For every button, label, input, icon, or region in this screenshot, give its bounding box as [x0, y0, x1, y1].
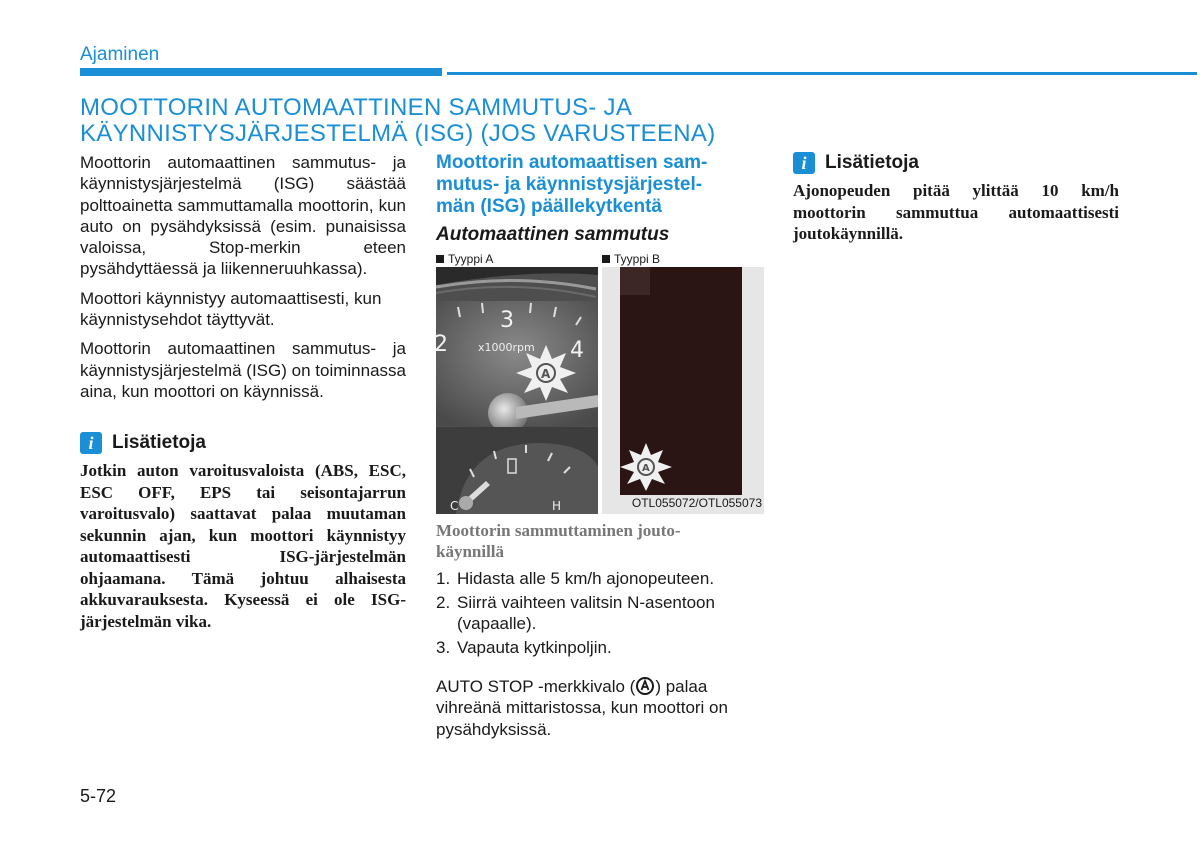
list-item: 3. Vapauta kytkinpoljin. [436, 637, 612, 657]
gauge-cold-label: C [450, 499, 459, 513]
auto-stop-paragraph: AUTO STOP -merkkivalo ( ) palaa vihreänä mittaristossa, kun moottori on pysähdyksissä. [436, 677, 728, 739]
info-note-right: Ajonopeuden pitää ylittää 10 km/h moottorin sammuttua automaattisesti joutokäynnillä. [793, 181, 1119, 243]
section-subheading [436, 152, 764, 218]
caption-line1: Moottorin sammuttaminen jouto- [436, 521, 681, 540]
restart-paragraph: Moottori käynnistyy automaattisesti, kun käynnistysehdot täyttyvät. [80, 288, 382, 330]
gauge-number-2: 2 [434, 332, 448, 357]
gauge-unit-label: x1000rpm [478, 341, 535, 354]
svg-text:A: A [541, 367, 551, 381]
info-title: Lisätietoja [112, 432, 206, 454]
column-right [793, 152, 1119, 245]
figure-label-a: Tyyppi A [448, 252, 494, 266]
subheading-line3: män (ISG) päällekytkentä [436, 196, 662, 217]
auto-stop-indicator-icon [635, 676, 655, 696]
column-left [80, 152, 406, 632]
auto-stop-heading: Automaattinen sammutus [436, 224, 670, 245]
header-rule-thin [447, 72, 1197, 75]
section-label: Ajaminen [80, 44, 160, 65]
figure-code: OTL055072/OTL055073 [631, 496, 762, 510]
info-heading [80, 432, 406, 454]
active-paragraph: Moottorin automaattinen sammutus- ja käynnistysjärjestelmä (ISG) on toiminnassa aina, kun moottori on käynnissä. [80, 339, 406, 401]
column-middle [436, 152, 764, 748]
gauge-illustration [436, 267, 598, 514]
info-note: Jotkin auton varoitusvaloista (ABS, ESC, ESC OFF, EPS tai seisontajarrun varoitusvalo) saattavat palaa muutaman sekunnin ajan, kun moottori käynnistyy automaattisesti ISG-järjestelmän ohjaamana. Tämä johtuu alhaisesta akkuvarauksesta. Kyseessä ei ole ISG-järjestelmän vika. [80, 461, 406, 631]
cluster-figure [436, 252, 764, 514]
page-title-line1: MOOTTORIN AUTOMAATTINEN SAMMUTUS- JA [80, 94, 633, 121]
steps-list [436, 568, 764, 658]
lcd-illustration [602, 267, 764, 514]
header-rule-thick [80, 68, 442, 76]
page-title [80, 95, 800, 147]
page-number: 5-72 [80, 786, 117, 806]
list-item: 2. Siirrä vaihteen valitsin N-asentoon (vapaalle). [436, 592, 715, 633]
figure-caption [436, 520, 764, 562]
info-icon: i [793, 152, 815, 174]
subheading-line2: mutus- ja käynnistysjärjestel- [436, 174, 703, 195]
svg-text:A: A [642, 463, 650, 474]
caption-line2: käynnillä [436, 542, 505, 561]
intro-paragraph: Moottorin automaattinen sammutus- ja käynnistysjärjestelmä (ISG) säästää polttoainetta sammuttamalla moottorin, kun auto on pysähdyksissä (esim. punaisissa valoissa, Stop-merkin eteen pysähdyttäessä ja liikenneruuhkassa). [80, 153, 406, 279]
figure-type-a [436, 252, 598, 514]
info-title-right: Lisätietoja [825, 152, 919, 173]
info-icon: i [80, 432, 102, 454]
list-item: 1. Hidasta alle 5 km/h ajonopeuteen. [436, 569, 715, 588]
subheading-line1: Moottorin automaattisen sam- [436, 152, 708, 173]
page-title-line2: KÄYNNISTYSJÄRJESTELMÄ (ISG) (JOS VARUSTEENA) [80, 120, 716, 147]
info-heading-right [793, 152, 1119, 174]
gauge-number-4: 4 [570, 338, 584, 363]
figure-type-b [602, 252, 764, 514]
gauge-number-3: 3 [500, 308, 514, 333]
gauge-hot-label: H [552, 499, 562, 513]
figure-label-b: Tyyppi B [614, 252, 661, 266]
